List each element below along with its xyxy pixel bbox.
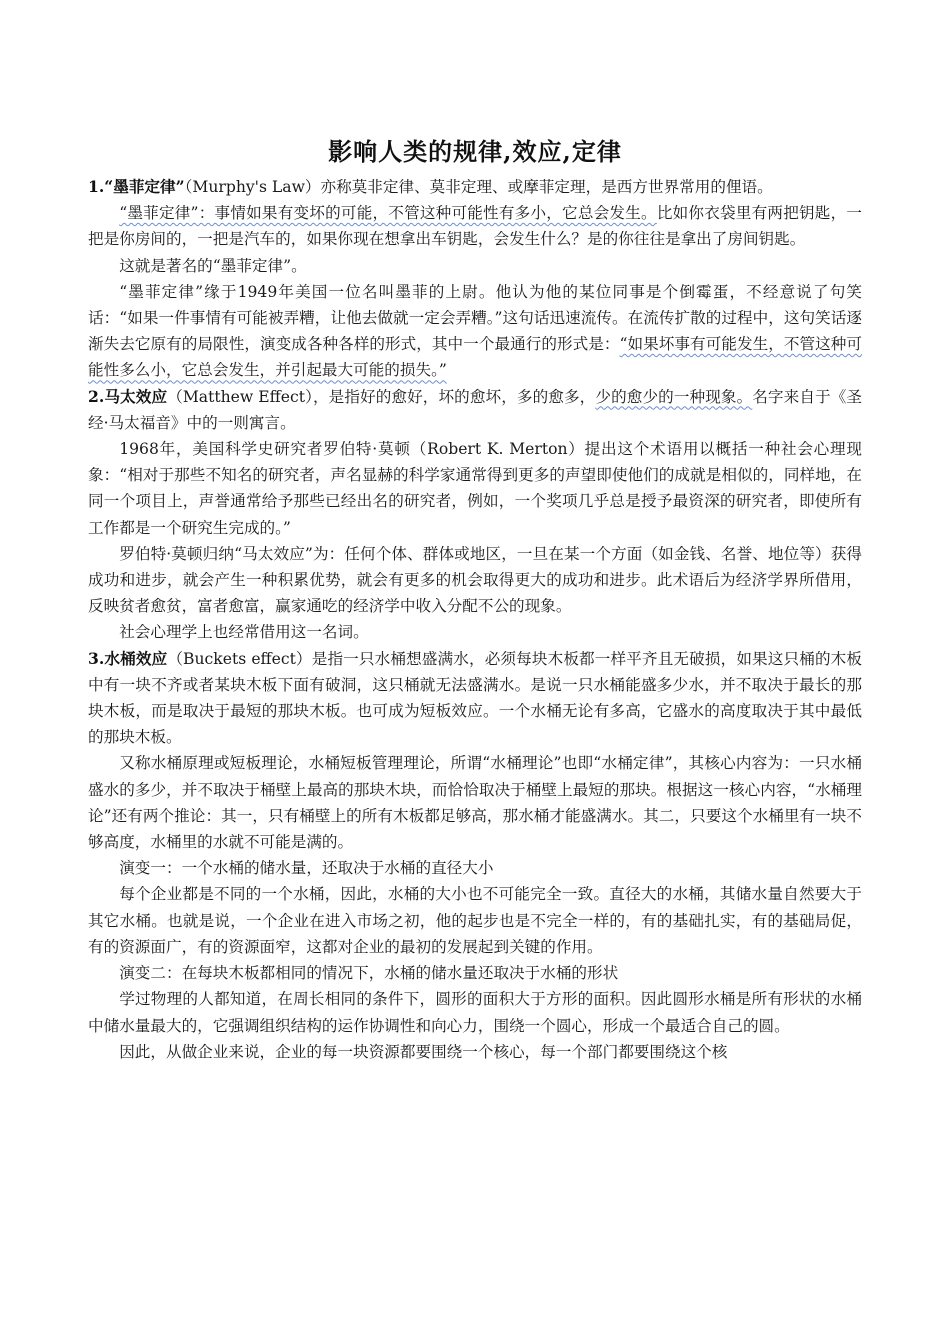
paragraph: 因此，从做企业来说，企业的每一块资源都要围绕一个核心，每一个部门都要围绕这个核 — [119, 1042, 728, 1061]
paragraph: 又称水桶原理或短板理论，水桶短板管理理论，所谓“水桶理论”也即“水桶定律”，其核心内容为：一只水桶盛水的多少，并不取决于桶壁上最高的那块木块，而恰恰取决于桶壁上最短的那块。根据这一核心内容，“水桶理论”还有两个推论：其一，只有桶壁上的所有木板都足够高，那水桶才能盛满水。其二，只要这个水桶里有一块不够高度，水桶里的水就不可能是满的。 — [88, 754, 862, 852]
paragraph: 每个企业都是不同的一个水桶，因此，水桶的大小也不可能完全一致。直径大的水桶，其储水量自然要大于其它水桶。也就是说，一个企业在进入市场之初，他的起步也是不完全一样的，有的基础扎实，有的基础局促，有的资源面广，有的资源面窄，这都对企业的最初的发展起到关键的作用。 — [88, 885, 862, 956]
paragraph — [88, 200, 862, 252]
highlighted-quote: “如果坏事有可能发生，不管这种可能性多么小，它总会发生，并引起最大可能的损失。” — [88, 335, 862, 380]
paragraph: 1968年，美国科学史研究者罗伯特·莫顿（Robert K. Merton）提出这个术语用以概括一种社会心理现象：“相对于那些不知名的研究者，声名显赫的科学家通常得到更多的声望即使他们的成就是相似的，同样地，在同一个项目上，声誉通常给予那些已经出名的研究者，例如，一个奖项几乎总是授予最资深的研究者，即使所有工作都是一个研究生完成的。” — [88, 440, 862, 537]
section-3-intro-text: （Buckets effect）是指一只水桶想盛满水，必须每块木板都一样平齐且无破损，如果这只桶的木板中有一块不齐或者某块木板下面有破洞，这只桶就无法盛满水。是说一只水桶能盛多少水，并不取决于最长的那块木板，而是取决于最短的那块木板。也可成为短板效应。一个水桶无论有多高，它盛水的高度取决于其中最低的那块木板。 — [88, 649, 862, 747]
section-1-intro-text: （Murphy's Law）亦称莫非定律、莫非定理、或摩菲定理，是西方世界常用的俚语。 — [184, 178, 773, 196]
paragraph: 罗伯特·莫顿归纳“马太效应”为：任何个体、群体或地区，一旦在某一个方面（如金钱、名誉、地位等）获得成功和进步，就会产生一种积累优势，就会有更多的机会取得更大的成功和进步。此术语后为经济学界所借用，反映贫者愈贫，富者愈富，赢家通吃的经济学中收入分配不公的现象。 — [88, 544, 862, 616]
paragraph-text: “墨菲定律”缘于1949年美国一位名叫墨菲的上尉。他认为他的某位同事是个倒霉蛋，不经意说了句笑话：“如果一件事情有可能被弄糟，让他去做就一定会弄糟。”这句话迅速流传。在流传扩散的过程中，这句笑话逐渐失去它原有的局限性，演变成各种各样的形式，其中一个最通行的形式是： — [88, 282, 862, 354]
section-1-heading: 1.“墨菲定律” — [88, 177, 185, 196]
paragraph — [88, 279, 862, 384]
section-3-intro — [88, 646, 862, 751]
paragraph: 社会心理学上也经常借用这一名词。 — [119, 623, 369, 642]
page-title: 影响人类的规律,效应,定律 — [328, 137, 622, 166]
subheading-variation-1: 演变一：一个水桶的储水量，还取决于水桶的直径大小 — [119, 859, 494, 878]
subheading-variation-2: 演变二：在每块木板都相同的情况下，水桶的储水量还取决于水桶的形状 — [119, 964, 619, 983]
paragraph: 这就是著名的“墨菲定律”。 — [119, 256, 307, 275]
paragraph: 学过物理的人都知道，在周长相同的条件下，圆形的面积大于方形的面积。因此圆形水桶是所有形状的水桶中储水量最大的，它强调组织结构的运作协调性和向心力，围绕一个圆心，形成一个最适合自己的圆。 — [88, 990, 862, 1035]
paragraph-text: 比如你衣袋里有两把钥匙，一把是你房间的，一把是汽车的，如果你现在想拿出车钥匙，会发生什么？是的你往往是拿出了房间钥匙。 — [88, 204, 862, 249]
section-2-intro-text: （Matthew Effect），是指好的愈好，坏的愈坏，多的愈多， — [167, 387, 596, 406]
highlighted-phrase: 少的愈少的一种现象。 — [595, 387, 753, 406]
section-2-intro — [88, 384, 862, 436]
section-1-intro — [88, 174, 862, 200]
section-3-heading: 3.水桶效应 — [88, 648, 168, 668]
section-2-heading: 2.马太效应 — [88, 386, 168, 406]
section-2-intro-end: 名字来自于《圣经·马太福音》中的一则寓言。 — [88, 387, 862, 432]
document-body — [88, 174, 862, 1065]
highlighted-quote: “墨菲定律”：事情如果有变坏的可能，不管这种可能性有多小，它总会发生。 — [119, 204, 657, 223]
